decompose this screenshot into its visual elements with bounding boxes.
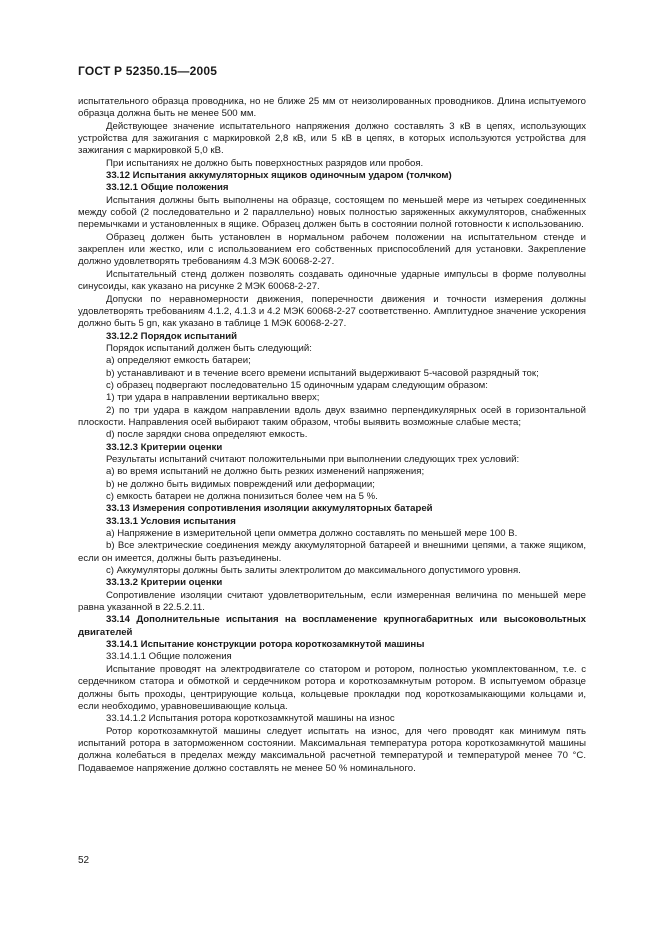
paragraph: b) Все электрические соединения между аккумуляторной батареей и внешними цепями, а также ящиком, если он имеется, должны быть разъединены.: [78, 540, 586, 564]
paragraph: 2) по три удара в каждом направлении вдоль двух взаимно перпендикулярных осей в горизонтальной плоскости. Направления осей выбирают таким образом, чтобы выявить возможные слабые места;: [78, 404, 586, 428]
page-number: 52: [78, 855, 90, 866]
paragraph: a) определяют емкость батареи;: [106, 355, 251, 367]
paragraph: Испытания должны быть выполнены на образце, состоящем по меньшей мере из четырех соединенных между собой (2 последовательно и 2 параллельно) новых полностью заряженных аккумуляторов, снабженных перемычками и установленных в ящике. Образец должен быть в состоянии полной готовности к использованию.: [78, 194, 586, 231]
paragraph: c) Аккумуляторы должны быть залиты электролитом до максимального допустимого уровня.: [106, 565, 521, 577]
paragraph: b) устанавливают и в течение всего времени испытаний выдерживают 5-часовой разрядный ток;: [106, 367, 539, 379]
document-header: ГОСТ Р 52350.15—2005: [78, 64, 218, 78]
section-heading: 33.12.2 Порядок испытаний: [106, 330, 238, 342]
section-heading: 33.12.3 Критерии оценки: [106, 441, 223, 453]
paragraph: 33.14.1.2 Испытания ротора короткозамкнутой машины на износ: [106, 713, 395, 725]
section-heading: 33.13 Измерения сопротивления изоляции аккумуляторных батарей: [106, 503, 433, 515]
section-heading: 33.13.1 Условия испытания: [106, 515, 236, 527]
paragraph: a) во время испытаний не должно быть резких изменений напряжения;: [106, 466, 425, 478]
section-heading: 33.13.2 Критерии оценки: [106, 577, 223, 589]
paragraph: Образец должен быть установлен в нормальном рабочем положении на испытательном стенде и закреплен или жестко, или с использованием его собственных приспособлений для установки. Закрепление должно удовлетворять требованиям 4.3 МЭК 60068-2-27.: [78, 231, 586, 268]
paragraph: Допуски по неравномерности движения, поперечности движения и точности измерения должны удовлетворять требованиям 4.1.2, 4.1.3 и 4.2 МЭК 60068-2-27 соответственно. Амплитудное значение ускорения должно быть 5 gn, как указано в таблице 1 МЭК 60068-2-27.: [78, 293, 586, 330]
paragraph: b) не должно быть видимых повреждений или деформации;: [106, 478, 375, 490]
paragraph: c) образец подвергают последовательно 15 одиночным ударам следующим образом:: [106, 379, 488, 391]
paragraph: Действующее значение испытательного напряжения должно составлять 3 кВ в цепях, использующих устройства для зажигания с маркировкой 2,8 кВ, или 5 кВ в цепях, в которых используются устройства для зажигания с маркировкой 5,0 кВ.: [78, 120, 586, 157]
paragraph: 1) три удара в направлении вертикально вверх;: [106, 392, 320, 404]
section-heading: 33.14.1 Испытание конструкции ротора короткозамкнутой машины: [106, 639, 425, 651]
paragraph: d) после зарядки снова определяют емкость.: [106, 429, 308, 441]
paragraph: Ротор короткозамкнутой машины следует испытать на износ, для чего проводят как минимум пять испытаний ротора в заторможенном состоянии. Максимальная температура ротора короткозамкнутой машины должна колебаться в пределах между максимальной расчетной температурой и температурой менее 70 °С. Подаваемое напряжение должно составлять не менее 50 % номинального.: [78, 725, 586, 774]
paragraph: Испытательный стенд должен позволять создавать одиночные ударные импульсы в форме полуволны синусоиды, как указано на рисунке 2 МЭК 60068-2-27.: [78, 268, 586, 293]
document-body: [78, 96, 586, 775]
paragraph: Сопротивление изоляции считают удовлетворительным, если измеренная величина по меньшей мере равна указанной в 22.5.2.11.: [78, 589, 586, 614]
paragraph: испытательного образца проводника, но не ближе 25 мм от неизолированных проводников. Длина испытуемого образца должна быть не менее 500 мм.: [78, 96, 586, 120]
section-heading: 33.12.1 Общие положения: [106, 182, 229, 194]
paragraph: Результаты испытаний считают положительными при выполнении следующих трех условий:: [106, 453, 520, 465]
paragraph: c) емкость батареи не должна понизиться более чем на 5 %.: [106, 491, 378, 502]
paragraph: a) Напряжение в измерительной цепи омметра должно составлять по меньшей мере 100 В.: [106, 528, 518, 540]
paragraph: При испытаниях не должно быть поверхностных разрядов или пробоя.: [106, 157, 424, 169]
section-heading: 33.12 Испытания аккумуляторных ящиков одиночным ударом (толчком): [106, 170, 452, 182]
section-heading: 33.14 Дополнительные испытания на воспламенение крупногабаритных или высоковольтных двигателей: [78, 614, 586, 638]
paragraph: Порядок испытаний должен быть следующий:: [106, 342, 312, 354]
paragraph: Испытание проводят на электродвигателе со статором и ротором, полностью укомплектованном, т.е. с сердечником статора и обмоткой и сердечником ротора и короткозамкнутым ротором. В испытуемом образце должны быть проходы, центрирующие кольца, кольцевые прокладки под короткозамыкающими кольцами и, если необходимо, уравновешивающие кольца.: [78, 663, 586, 712]
paragraph: 33.14.1.1 Общие положения: [106, 651, 232, 663]
